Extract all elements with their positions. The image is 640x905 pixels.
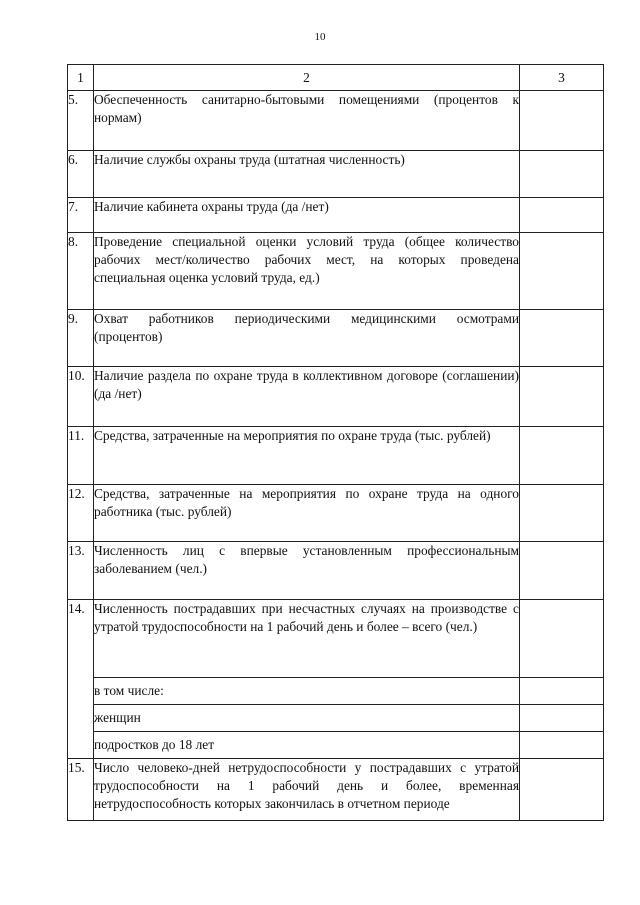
subrow-label: подростков до 18 лет xyxy=(94,732,520,759)
row-value-cell[interactable] xyxy=(520,600,604,678)
row-text: Средства, затраченные на мероприятия по охране труда (тыс. рублей) xyxy=(94,427,520,485)
row-value-cell[interactable] xyxy=(520,542,604,600)
table-row xyxy=(68,542,604,600)
table-row xyxy=(68,233,604,310)
row-text: Средства, затраченные на мероприятия по охране труда на одного работника (тыс. рублей) xyxy=(94,485,520,542)
subrow-label: в том числе: xyxy=(94,678,520,705)
row-value-cell[interactable] xyxy=(520,705,604,732)
table-subrow xyxy=(68,705,604,732)
table-row xyxy=(68,198,604,233)
header-col-1: 1 xyxy=(68,65,94,91)
table-row xyxy=(68,310,604,367)
table-row xyxy=(68,485,604,542)
row-text: Охват работников периодическими медицинскими осмотрами (процентов) xyxy=(94,310,520,367)
table-row xyxy=(68,600,604,678)
row-number: 7. xyxy=(68,198,94,233)
row-text: Наличие службы охраны труда (штатная численность) xyxy=(94,151,520,198)
row-text: Число человеко-дней нетрудоспособности у пострадавших с утратой трудоспособности на 1 рабочий день и более, временная нетрудоспособность которых закончилась в отчетном периоде xyxy=(94,759,520,821)
table-header-row xyxy=(68,65,604,91)
header-col-3: 3 xyxy=(520,65,604,91)
row-value-cell[interactable] xyxy=(520,151,604,198)
row-value-cell[interactable] xyxy=(520,233,604,310)
row-value-cell[interactable] xyxy=(520,310,604,367)
row-value-cell[interactable] xyxy=(520,198,604,233)
row-number: 8. xyxy=(68,233,94,310)
table-subrow xyxy=(68,732,604,759)
row-text: Наличие раздела по охране труда в коллективном договоре (соглашении) (да /нет) xyxy=(94,367,520,427)
header-col-2: 2 xyxy=(94,65,520,91)
table-row xyxy=(68,427,604,485)
row-text: Проведение специальной оценки условий труда (общее количество рабочих мест/количество рабочих мест, на которых проведена специальная оценка условий труда, ед.) xyxy=(94,233,520,310)
row-text: Численность лиц с впервые установленным профессиональным заболеванием (чел.) xyxy=(94,542,520,600)
table-row xyxy=(68,151,604,198)
page-number: 10 xyxy=(314,31,326,43)
row-number: 9. xyxy=(68,310,94,367)
row-number: 11. xyxy=(68,427,94,485)
table-row xyxy=(68,759,604,821)
row-value-cell[interactable] xyxy=(520,678,604,705)
row-text: Наличие кабинета охраны труда (да /нет) xyxy=(94,198,520,233)
row-number: 10. xyxy=(68,367,94,427)
row-number: 12. xyxy=(68,485,94,542)
indicators-table xyxy=(67,64,604,821)
row-value-cell[interactable] xyxy=(520,759,604,821)
row-number: 15. xyxy=(68,759,94,821)
row-number: 5. xyxy=(68,91,94,151)
subrow-label: женщин xyxy=(94,705,520,732)
row-value-cell[interactable] xyxy=(520,732,604,759)
row-text: Численность пострадавших при несчастных случаях на производстве с утратой трудоспособности на 1 рабочий день и более – всего (чел.) xyxy=(94,600,520,678)
row-value-cell[interactable] xyxy=(520,91,604,151)
table-row xyxy=(68,91,604,151)
row-value-cell[interactable] xyxy=(520,367,604,427)
row-value-cell[interactable] xyxy=(520,485,604,542)
table-subrow xyxy=(68,678,604,705)
row-number: 6. xyxy=(68,151,94,198)
row-value-cell[interactable] xyxy=(520,427,604,485)
row-number: 14. xyxy=(68,600,94,759)
row-text: Обеспеченность санитарно-бытовыми помещениями (процентов к нормам) xyxy=(94,91,520,151)
table-row xyxy=(68,367,604,427)
row-number: 13. xyxy=(68,542,94,600)
